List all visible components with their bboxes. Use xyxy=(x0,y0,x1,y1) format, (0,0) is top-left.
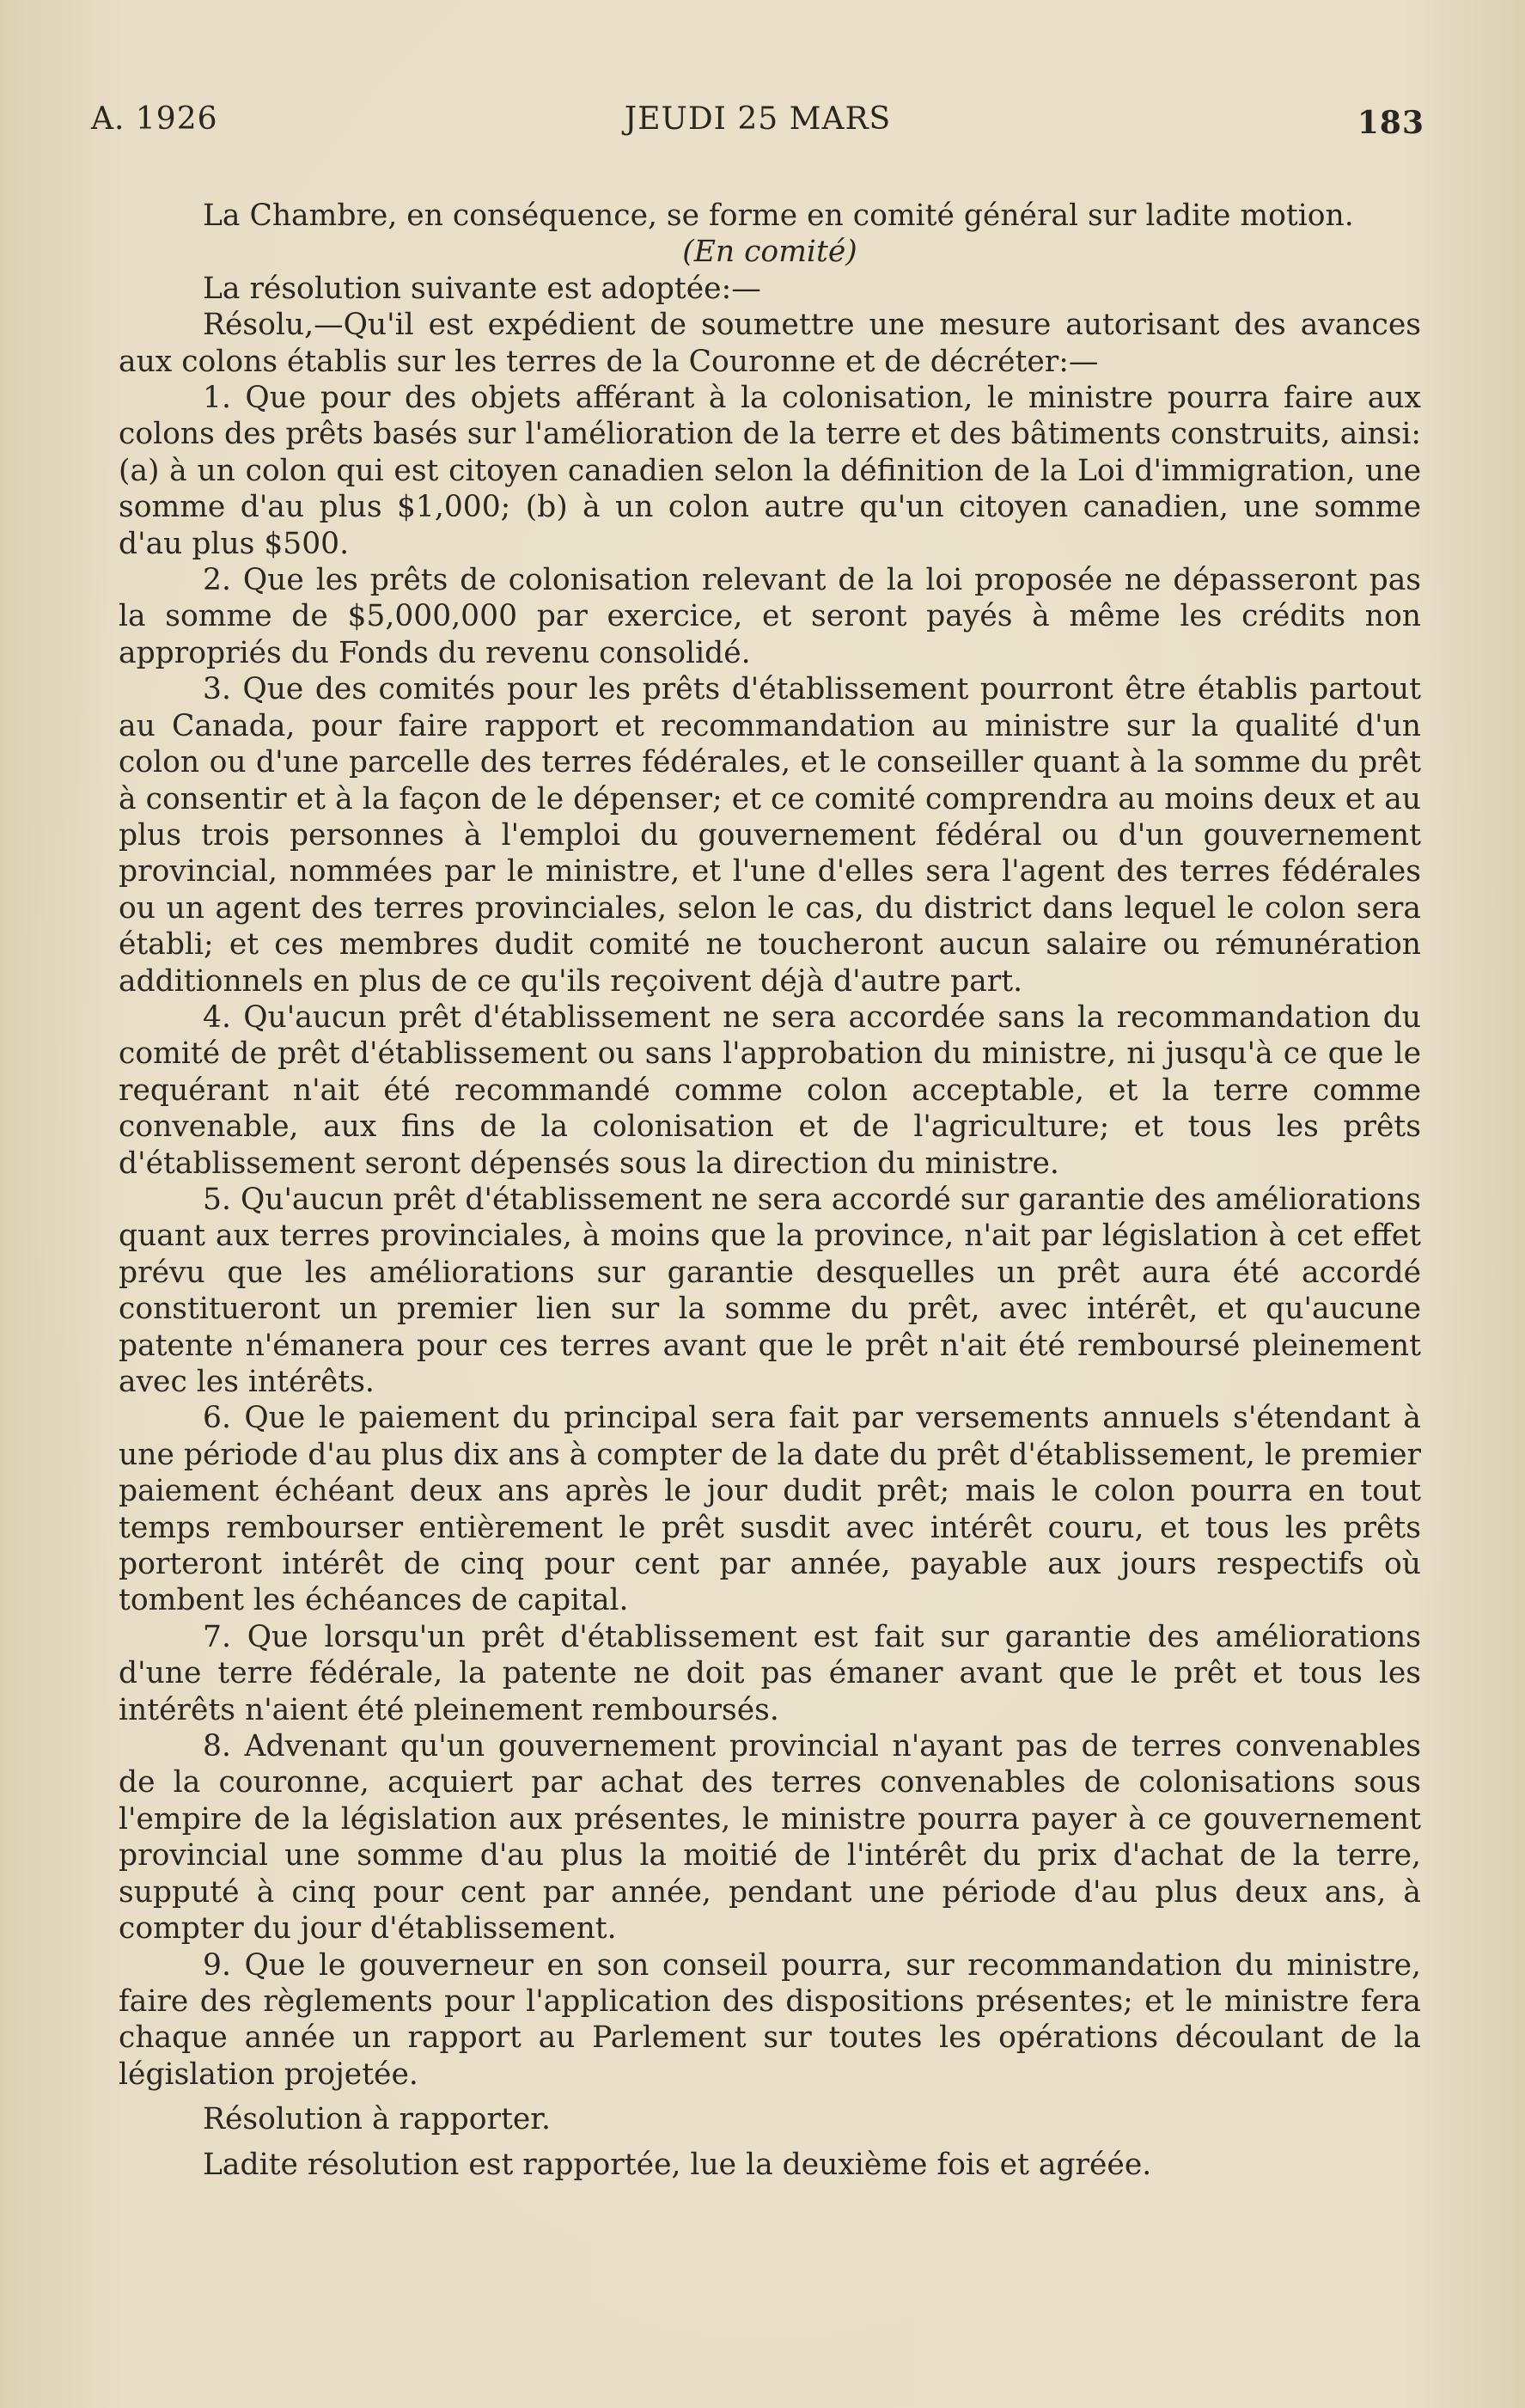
header-year: A. 1926 xyxy=(91,101,218,137)
paragraph-resolution-adopted: La résolution suivante est adoptée:— xyxy=(203,271,761,306)
body-text xyxy=(119,198,1421,2183)
paragraph-clause-2: 2. Que les prêts de colonisation relevant de la loi proposée ne dépasseront pas la somme de $5,000,000 par exercice, et seront payés à même les crédits non appropriés du Fonds du revenu consolidé. xyxy=(119,563,1421,670)
paragraph-clause-9: 9. Que le gouverneur en son conseil pourra, sur recommandation du ministre, faire des règlements pour l'application des dispositions présentes; et le ministre fera chaque année un rapport au Parlement sur toutes les opérations découlant de la législation projetée. xyxy=(119,1947,1421,2092)
paragraph-clause-1: 1. Que pour des objets afférant à la colonisation, le ministre pourra faire aux colons des prêts basés sur l'amélioration de la terre et des bâtiments construits, ainsi: (a) à un colon qui est citoyen canadien selon la définition de la Loi d'immigration, une somme d'au plus $1,000; (b) à un colon autre qu'un citoyen canadien, une somme d'au plus $500. xyxy=(119,381,1421,561)
paragraph-in-committee: (En comité) xyxy=(682,235,857,270)
paragraph-clause-7: 7. Que lorsqu'un prêt d'établissement est fait sur garantie des améliorations d'une terre fédérale, la patente ne doit pas émaner avant que le prêt et tous les intérêts n'aient été pleinement remboursés. xyxy=(119,1619,1421,1727)
paragraph-resolved: Résolu,—Qu'il est expédient de soumettre une mesure autorisant des avances aux colons établis sur les terres de la Couronne et de décréter:— xyxy=(119,308,1421,379)
paragraph-clause-3: 3. Que des comités pour les prêts d'établissement pourront être établis partout au Canada, pour faire rapport et recommandation au ministre sur la qualité d'un colon ou d'une parcelle des terres fédérales, et le conseiller quant à la somme du prêt à consentir et à la façon de le dépenser; et ce comité comprendra au moins deux et au plus trois personnes à l'emploi du gouvernement fédéral ou d'un gouvernement provincial, nommées par le ministre, et l'une d'elles sera l'agent des terres fédérales ou un agent des terres provinciales, selon le cas, du district dans lequel le colon sera établi; et ces membres dudit comité ne toucheront aucun salaire ou rémunération additionnels en plus de ce qu'ils reçoivent déjà d'autre part. xyxy=(119,672,1421,999)
paragraph-committee-motion: La Chambre, en conséquence, se forme en comité général sur ladite motion. xyxy=(203,199,1354,233)
paragraph-resolution-to-report: Résolution à rapporter. xyxy=(203,2102,551,2137)
header-date: JEUDI 25 MARS xyxy=(624,101,892,137)
paragraph-clause-8: 8. Advenant qu'un gouvernement provincial n'ayant pas de terres convenables de la couronne, acquiert par achat des terres convenables de colonisations sous l'empire de la législation aux présentes, le ministre pourra payer à ce gouvernement provincial une somme d'au plus la moitié de l'intérêt du prix d'achat de la terre, supputé à cinq pour cent par année, pendant une période d'au plus deux ans, à compter du jour d'établissement. xyxy=(119,1729,1421,1947)
paragraph-clause-5: 5. Qu'aucun prêt d'établissement ne sera accordé sur garantie des améliorations quant aux terres provinciales, à moins que la province, n'ait par législation à cet effet prévu que les améliorations sur garantie desquelles un prêt aura été accordé constitueront un premier lien sur la somme du prêt, avec intérêt, et qu'aucune patente n'émanera pour ces terres avant que le prêt n'ait été remboursé pleinement avec les intérêts. xyxy=(119,1182,1421,1399)
paragraph-resolution-reported: Ladite résolution est rapportée, lue la deuxième fois et agréée. xyxy=(203,2147,1152,2182)
paragraph-clause-6: 6. Que le paiement du principal sera fait par versements annuels s'étendant à une période d'au plus dix ans à compter de la date du prêt d'établissement, le premier paiement échéant deux ans après le jour dudit prêt; mais le colon pourra en tout temps rembourser entièrement le prêt susdit avec intérêt couru, et tous les prêts porteront intérêt de cinq pour cent par année, payable aux jours respectifs où tombent les échéances de capital. xyxy=(119,1401,1421,1618)
page-header xyxy=(91,101,1424,153)
page-number: 183 xyxy=(1357,105,1424,141)
paragraph-clause-4: 4. Qu'aucun prêt d'établissement ne sera accordée sans la recommandation du comité de prêt d'établissement ou sans l'approbation du ministre, ni jusqu'à ce que le requérant n'ait été recommandé comme colon acceptable, et la terre comme convenable, aux fins de la colonisation et de l'agriculture; et tous les prêts d'établissement seront dépensés sous la direction du ministre. xyxy=(119,999,1421,1181)
